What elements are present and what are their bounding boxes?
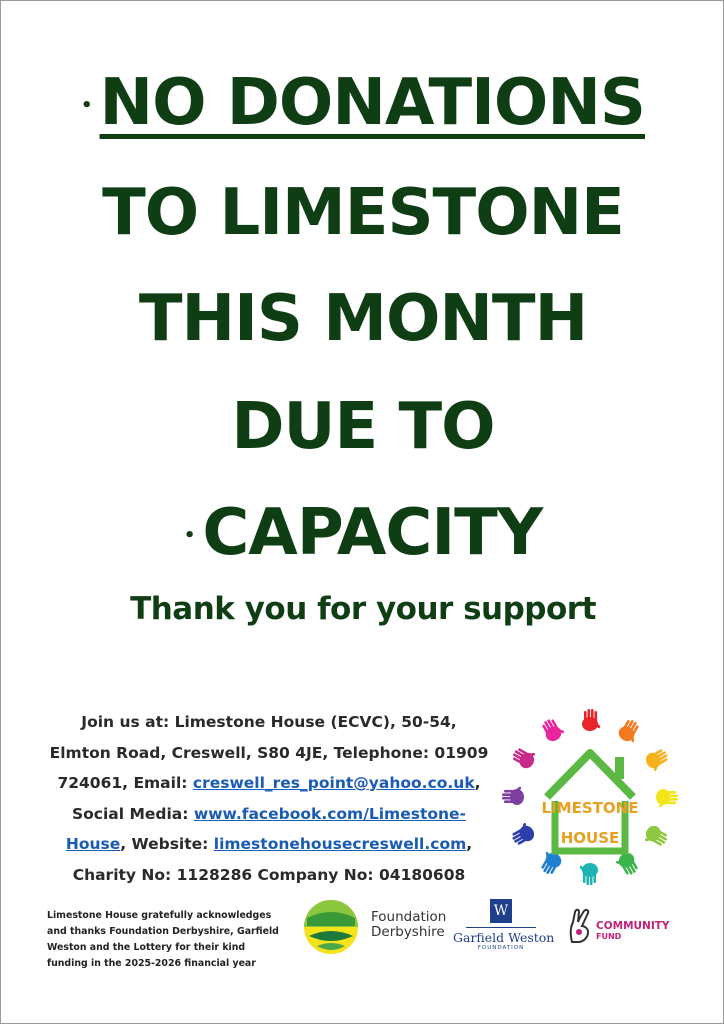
hand-icon xyxy=(539,715,566,743)
hands-ring xyxy=(502,709,678,885)
contact-social-label: , Social Media: xyxy=(71,774,481,823)
limestone-house-logo xyxy=(497,701,683,891)
garfield-weston-logo xyxy=(453,899,555,961)
headline-capacity: CAPACITY xyxy=(202,496,543,570)
contact-details xyxy=(49,707,489,890)
logo-text-house: HOUSE xyxy=(560,829,620,847)
hand-icon xyxy=(582,709,601,731)
email-link[interactable]: creswell_res_point@yahoo.co.uk xyxy=(192,774,475,792)
hand-icon xyxy=(616,717,643,745)
contact-website-label: , Website: xyxy=(120,835,214,853)
house-chimney-icon xyxy=(615,757,624,779)
community-fund-logo xyxy=(566,906,686,946)
community-fund-line-1: COMMUNITY xyxy=(596,920,670,932)
funding-acknowledgement: Limestone House gratefully acknowledges and thanks Foundation Derbyshire, Garfield Weston and the Lottery for their kind funding in the 2025-2026 financial year xyxy=(47,910,279,969)
foundation-derbyshire-logo xyxy=(303,896,453,958)
thank-you-message: Thank you for your support xyxy=(130,591,596,627)
headline-line-1 xyxy=(1,66,724,140)
headline-line-3: THIS MONTH xyxy=(138,282,588,356)
divider xyxy=(466,927,536,928)
foundation-derbyshire-icon xyxy=(303,896,365,958)
hand-icon xyxy=(642,823,670,850)
hand-icon xyxy=(510,744,538,771)
hand-icon xyxy=(656,789,678,808)
hand-icon xyxy=(502,786,524,805)
hand-icon xyxy=(579,863,598,885)
bullet-marker: • xyxy=(183,525,195,547)
website-link[interactable]: limestonehousecreswell.com xyxy=(213,835,467,853)
contact-address-text: Join us at: Limestone House (ECVC), 50-54, Elmton Road, Creswell, S80 4JE, Telephone: 01909 724061, Email: xyxy=(49,713,489,792)
fd-line-1: Foundation xyxy=(371,909,447,925)
contact-charity-text: , Charity No: 1128286 Company No: 04180608 xyxy=(72,835,473,884)
logo-text-limestone: LIMESTONE xyxy=(541,799,639,817)
garfield-weston-mark-icon: W xyxy=(490,899,512,923)
headline-line-2: TO LIMESTONE xyxy=(102,176,624,250)
garfield-weston-name: Garfield Weston xyxy=(453,930,555,945)
bullet-marker: • xyxy=(81,95,92,117)
hand-icon xyxy=(643,746,671,773)
foundation-derbyshire-name xyxy=(371,910,446,940)
garfield-weston-sub: FOUNDATION xyxy=(477,945,525,951)
facebook-link[interactable]: www.facebook.com/Limestone-House xyxy=(65,804,466,853)
hand-icon xyxy=(508,821,536,848)
headline-no-donations: NO DONATIONS xyxy=(99,66,645,140)
headline-line-5 xyxy=(1,496,724,570)
fd-line-2: Derbyshire xyxy=(371,924,445,940)
community-fund-line-2: FUND xyxy=(596,932,622,941)
crossed-fingers-icon xyxy=(566,908,594,944)
headline-line-4: DUE TO xyxy=(231,390,495,464)
